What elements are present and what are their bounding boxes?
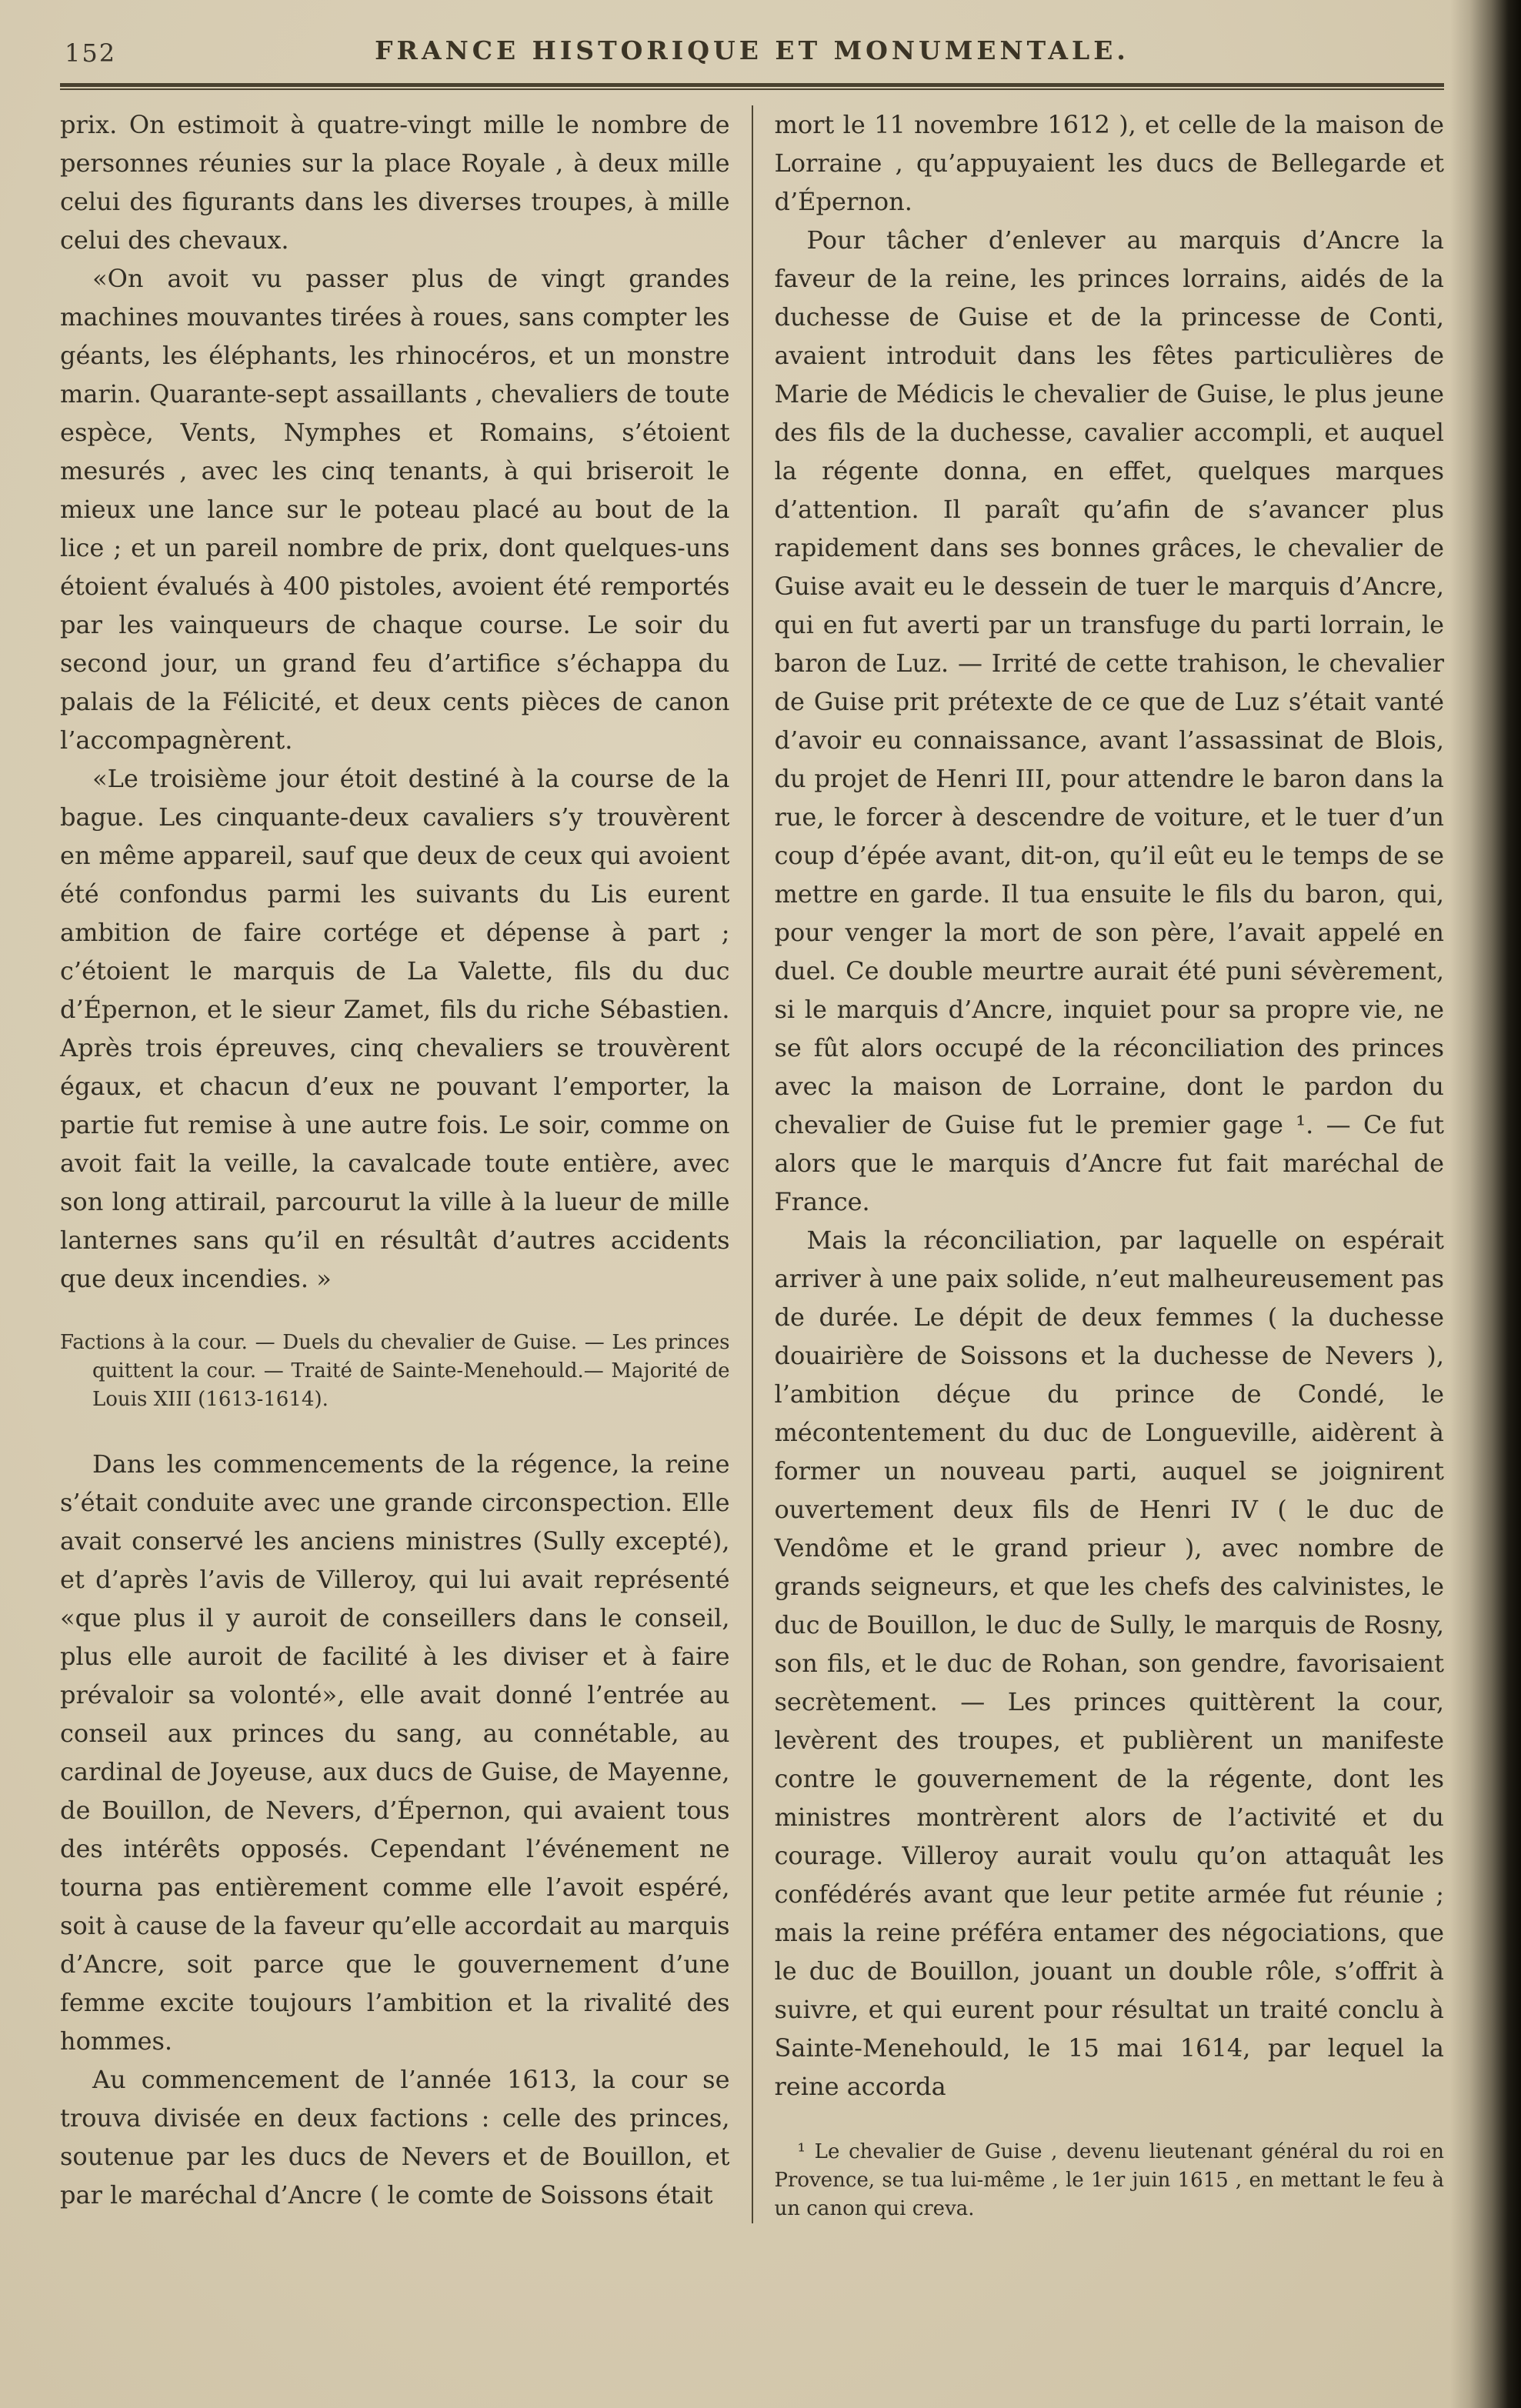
right-column [753, 105, 1445, 2223]
page-gutter-shadow [1450, 0, 1521, 2408]
header-rule [60, 83, 1444, 90]
page-number: 152 [65, 38, 117, 68]
paragraph: Dans les commencements de la régence, la reine s’était conduite avec une grande circonspection. Elle avait conservé les anciens ministres (Sully excepté), et d’après l’avis de Villeroy, qui lui avait représenté «que plus il y auroit de conseillers dans le conseil, plus elle auroit de facilité à les diviser et à faire prévaloir sa volonté», elle avait donné l’entrée au conseil aux princes du sang, au connétable, au cardinal de Joyeuse, aux ducs de Guise, de Mayenne, de Bouillon, de Nevers, d’Épernon, qui avaient tous des intérêts opposés. Cependant l’événement ne tourna pas entièrement comme elle l’avoit espéré, soit à cause de la faveur qu’elle accordait au marquis d’Ancre, soit parce que le gouvernement d’une femme excite toujours l’ambition et la rivalité des hommes. [60, 1449, 730, 2056]
paragraph-continuation: prix. On estimoit à quatre-vingt mille le nombre de personnes réunies sur la place Royale , à deux mille celui des figurants dans les diverses troupes, à mille celui des chevaux. [60, 110, 730, 255]
paragraph: Au commencement de l’année 1613, la cour se trouva divisée en deux factions : celle des princes, soutenue par les ducs de Nevers et de Bouillon, et par le maréchal d’Ancre ( le comte de Soissons était [60, 2065, 730, 2210]
section-note: Factions à la cour. — Duels du chevalier de Guise. — Les princes quittent la cour. — Traité de Sainte-Menehould.— Majorité de Louis XIII (1613-1614). [60, 1331, 730, 1411]
running-title: FRANCE HISTORIQUE ET MONUMENTALE. [375, 35, 1129, 65]
footnote: ¹ Le chevalier de Guise , devenu lieutenant général du roi en Provence, se tua lui-même , le 1er juin 1615 , en mettant le feu à un canon qui creva. [774, 2140, 1444, 2220]
paragraph-continuation: mort le 11 novembre 1612 ), et celle de la maison de Lorraine , qu’appuyaient les ducs de Bellegarde et d’Épernon. [774, 110, 1444, 216]
paragraph: «Le troisième jour étoit destiné à la course de la bague. Les cinquante-deux cavaliers s’y trouvèrent en même appareil, sauf que deux de ceux qui avoient été confondus parmi les suivants du Lis eurent ambition de faire cortége et dépense à part ; c’étoient le marquis de La Valette, fils du duc d’Épernon, et le sieur Zamet, fils du riche Sébastien. Après trois épreuves, cinq chevaliers se trouvèrent égaux, et chacun d’eux ne pouvant l’emporter, la partie fut remise à une autre fois. Le soir, comme on avoit fait la veille, la cavalcade toute entière, avec son long attirail, parcourut la ville à la lueur de mille lanternes sans qu’il en résultât d’autres accidents que deux incendies. » [60, 764, 730, 1293]
paragraph: Mais la réconciliation, par laquelle on espérait arriver à une paix solide, n’eut malheureusement pas de durée. Le dépit de deux femmes ( la duchesse douairière de Soissons et la duchesse de Nevers ), l’ambition déçue du prince de Condé, le mécontentement du duc de Longueville, aidèrent à former un nouveau parti, auquel se joignirent ouvertement deux fils de Henri IV ( le duc de Vendôme et le grand prieur ), avec nombre de grands seigneurs, et que les chefs des calvinistes, le duc de Bouillon, le duc de Sully, le marquis de Rosny, son fils, et le duc de Rohan, son gendre, favorisaient secrètement. — Les princes quittèrent la cour, levèrent des troupes, et publièrent un manifeste contre le gouvernement de la régente, dont les ministres montrèrent alors de l’activité et du courage. Villeroy aurait voulu qu’on attaquât les confédérés avant que leur petite armée fut réunie ; mais la reine préféra entamer des négociations, que le duc de Bouillon, jouant un double rôle, s’offrit à suivre, et qui eurent pour résultat un traité conclu à Sainte-Menehould, le 15 mai 1614, par lequel la reine accorda [774, 1226, 1444, 2101]
text-columns [60, 105, 1444, 2223]
page-header [60, 28, 1444, 74]
left-column [60, 105, 752, 2223]
paragraph: Pour tâcher d’enlever au marquis d’Ancre la faveur de la reine, les princes lorrains, aidés de la duchesse de Guise et de la princesse de Conti, avaient introduit dans les fêtes particulières de Marie de Médicis le chevalier de Guise, le plus jeune des fils de la duchesse, cavalier accompli, et auquel la régente donna, en effet, quelques marques d’attention. Il paraît qu’afin de s’avancer plus rapidement dans ses bonnes grâces, le chevalier de Guise avait eu le dessein de tuer le marquis d’Ancre, qui en fut averti par un transfuge du parti lorrain, le baron de Luz. — Irrité de cette trahison, le chevalier de Guise prit prétexte de ce que de Luz s’était vanté d’avoir eu connaissance, avant l’assassinat de Blois, du projet de Henri III, pour attendre le baron dans la rue, le forcer à descendre de voiture, et le tuer d’un coup d’épée avant, dit-on, qu’il eût eu le temps de se mettre en garde. Il tua ensuite le fils du baron, qui, pour venger la mort de son père, l’avait appelé en duel. Ce double meurtre aurait été puni sévèrement, si le marquis d’Ancre, inquiet pour sa propre vie, ne se fût alors occupé de la réconciliation des princes avec la maison de Lorraine, dont le pardon du chevalier de Guise fut le premier gage ¹. — Ce fut alors que le marquis d’Ancre fut fait maréchal de France. [774, 225, 1444, 1216]
paragraph: «On avoit vu passer plus de vingt grandes machines mouvantes tirées à roues, sans compter les géants, les éléphants, les rhinocéros, et un monstre marin. Quarante-sept assaillants , chevaliers de toute espèce, Vents, Nymphes et Romains, s’étoient mesurés , avec les cinq tenants, à qui briseroit le mieux une lance sur le poteau placé au bout de la lice ; et un pareil nombre de prix, dont quelques-uns étoient évalués à 400 pistoles, avoient été remportés par les vainqueurs de chaque course. Le soir du second jour, un grand feu d’artifice s’échappa du palais de la Félicité, et deux cents pièces de canon l’accompagnèrent. [60, 264, 730, 755]
